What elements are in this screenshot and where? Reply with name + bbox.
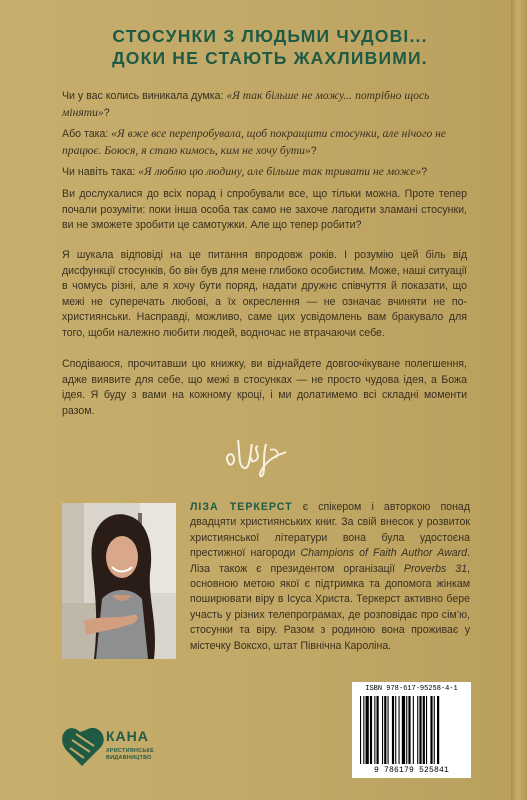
barcode-bar bbox=[392, 696, 394, 764]
question-2 bbox=[62, 126, 467, 159]
bio-org: Proverbs 31 bbox=[403, 562, 468, 575]
bio-text-b: . Ліза також є президентом організації bbox=[190, 547, 470, 575]
barcode-bar bbox=[366, 696, 369, 764]
barcode-bar bbox=[377, 696, 379, 764]
author-bio bbox=[190, 500, 470, 654]
barcode-bar bbox=[370, 696, 372, 764]
barcode-bars-icon bbox=[360, 696, 463, 766]
paragraph-1: Ви дослухалися до всіх порад і спробували все, що тільки можна. Проте тепер почали розуміти: поки інша особа так само не захоче лагодити зламані стосунки, ви не зможете зробити це самотужки. Але що тепер робити? bbox=[62, 188, 467, 232]
barcode-bar bbox=[426, 696, 427, 764]
barcode-bar bbox=[402, 696, 405, 764]
bio-text-c: , основною метою якої є підтримка та допомога жінкам поширювати віру в Ісуса Христа. Теркерст активно бере участь у різних телепрограмах, де розповідає про сім’ю, стосунки та віру. Разом з родиною вона проживає у містечку Воксхо, штат Північна Кароліна. bbox=[190, 562, 470, 652]
barcode-bar bbox=[419, 696, 421, 764]
barcode-bar bbox=[430, 696, 432, 764]
publisher-subtitle: ХРИСТИЯНСЬКЕ ВИДАВНИЦТВО bbox=[106, 748, 155, 761]
barcode-bar bbox=[374, 696, 375, 764]
paragraph-3: Сподіваюся, прочитавши цю книжку, ви віднайдете довгоочікуване полегшення, адже виявите для себе, що межі в стосунках — не просто чудова ідея, а Божа ідея. Я буду з вами на кожному кроці, і ми долатимемо всі складні моменти разом. bbox=[62, 358, 467, 417]
question-2-suffix: ? bbox=[310, 144, 317, 157]
headline-line-1: СТОСУНКИ З ЛЮДЬМИ ЧУДОВІ... bbox=[112, 26, 428, 46]
question-2-quote: «Я вже все перепробувала, щоб покращити стосунки, але нічого не працює. Боюся, я стаю кимось, ким не хочу бути» bbox=[62, 127, 447, 157]
headline-line-2: ДОКИ НЕ СТАЮТЬ ЖАХЛИВИМИ. bbox=[112, 48, 428, 68]
isbn-barcode bbox=[352, 682, 471, 778]
question-3-prefix: Чи навіть така: bbox=[62, 166, 139, 178]
barcode-bar bbox=[423, 696, 425, 764]
barcode-bar bbox=[437, 696, 439, 764]
question-1-suffix: ? bbox=[103, 106, 110, 119]
barcode-bar bbox=[413, 696, 414, 764]
barcode-bar bbox=[363, 696, 364, 764]
barcode-bar bbox=[382, 696, 383, 764]
barcode-bar bbox=[417, 696, 418, 764]
author-name: ЛІЗА ТЕРКЕРСТ bbox=[190, 501, 293, 513]
question-3 bbox=[62, 164, 467, 181]
publisher-name: КАНА bbox=[106, 728, 149, 744]
question-2-prefix: Або така: bbox=[62, 128, 112, 140]
author-photo bbox=[62, 503, 176, 659]
barcode-bar bbox=[434, 696, 435, 764]
barcode-bar bbox=[406, 696, 407, 764]
author-signature-icon bbox=[222, 432, 302, 480]
barcode-bar bbox=[384, 696, 386, 764]
barcode-bar bbox=[388, 696, 389, 764]
question-3-suffix: ? bbox=[421, 166, 428, 178]
barcode-bar bbox=[395, 696, 396, 764]
barcode-bar bbox=[399, 696, 400, 764]
question-3-quote: «Я люблю цю людину, але більше так тривати не може» bbox=[138, 165, 422, 178]
barcode-bar bbox=[408, 696, 410, 764]
isbn-label: ISBN 978-617-95258-4-1 bbox=[365, 685, 458, 693]
question-1-prefix: Чи у вас колись виникала думка: bbox=[62, 90, 227, 102]
paragraph-2: Я шукала відповіді на це питання впродовж років. І розумію цей біль від дисфункції стосунків, бо він був для мене глибоко особистим. Може, наші ситуації в чомусь різні, але я хочу бути поряд, надати дружнє співчуття й показати, що межі не суперечать любові, а їх окреслення — не означає вчиняти не по-християнськи. Насправді, можливо, саме цих усвідомлень вам бракувало для того, щоби належно любити людей, водночас не втрачаючи себе. bbox=[62, 249, 467, 339]
question-1 bbox=[62, 88, 467, 121]
question-1-quote: «Я так більше не можу... потрібно щось міняти» bbox=[62, 89, 430, 119]
barcode-digits: 9 786179 525841 bbox=[373, 766, 449, 775]
bio-award: Champions of Faith Author Award bbox=[300, 547, 468, 560]
book-spine-edge bbox=[511, 0, 527, 800]
bio-text-a: є спікером і авторкою понад двадцяти християнських книг. За свій внесок у розвиток християнської літератури вона була удостоєна престижної нагороди bbox=[190, 501, 470, 560]
barcode-bar bbox=[360, 696, 361, 764]
